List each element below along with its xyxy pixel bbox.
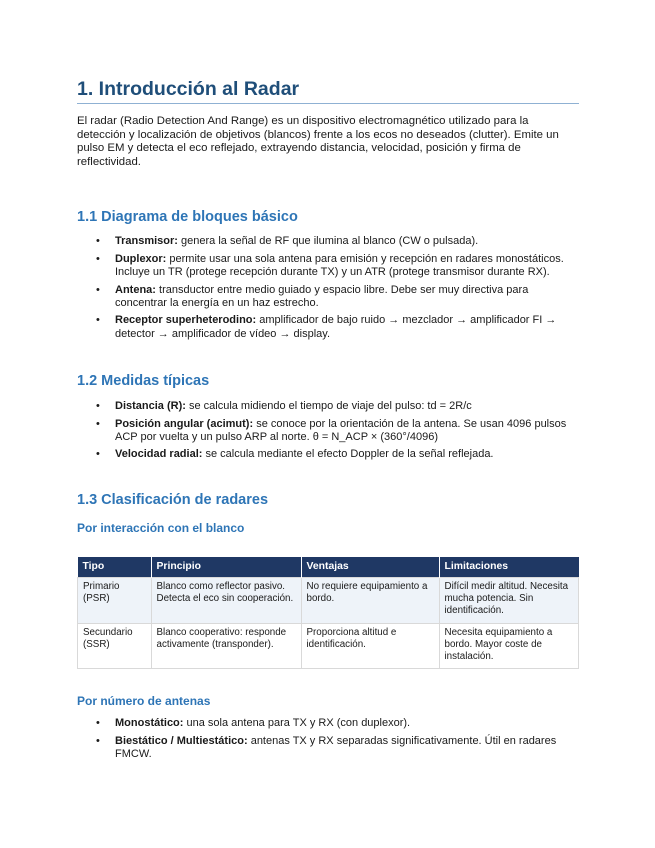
table-header-cell: Tipo bbox=[78, 557, 152, 578]
list-item-term: Posición angular (acimut): bbox=[115, 417, 254, 430]
list-item-term: Transmisor: bbox=[115, 235, 178, 248]
subsection-heading-interaction: Por interacción con el blanco bbox=[77, 520, 245, 535]
list-item-text: se calcula mediante el efecto Doppler de la señal reflejada. bbox=[202, 448, 494, 461]
section-heading-1-2: 1.2 Medidas típicas bbox=[77, 373, 210, 390]
table-header-cell: Principio bbox=[151, 557, 301, 578]
list-item-text: antenas TX y RX separadas significativamente. Útil en radares FMCW. bbox=[115, 734, 557, 761]
table-row bbox=[78, 578, 579, 624]
measurements-list bbox=[77, 400, 579, 462]
table-row bbox=[78, 623, 579, 669]
radar-classification-table bbox=[77, 557, 579, 669]
list-item-text: transductor entre medio guiado y espacio libre. Debe ser muy directiva para concentrar la energía en un haz estrecho. bbox=[115, 283, 529, 309]
section-heading-1-3: 1.3 Clasificación de radares bbox=[77, 491, 269, 508]
list-item-text: se conoce por la orientación de la antena. Se usan 4096 pulsos ACP por vuelta y un pulso ARP al norte. θ = N_ACP × (360°/4096) bbox=[115, 417, 567, 444]
list-item bbox=[77, 400, 579, 413]
list-item bbox=[77, 314, 579, 341]
list-item-term: Monostático: bbox=[115, 717, 184, 730]
list-item-text: amplificador de bajo ruido → mezclador → amplificador FI → detector → amplificador de vídeo → display. bbox=[115, 314, 557, 340]
intro-paragraph: El radar (Radio Detection And Range) es un dispositivo electromagnético utilizado para la detección y localización de objetivos (blancos) frente a los ecos no deseados (clutter). Emite un pulso EM y detecta el eco reflejado, extrayendo distancia, velocidad, posición y firma de reflectividad. bbox=[77, 115, 559, 168]
table-cell: Primario (PSR) bbox=[78, 578, 152, 624]
subsection-heading-antennas: Por número de antenas bbox=[77, 694, 211, 709]
table-cell: Necesita equipamiento a bordo. Mayor coste de instalación. bbox=[439, 623, 579, 669]
table-cell: Secundario (SSR) bbox=[78, 623, 152, 669]
list-item-text: una sola antena para TX y RX (con duplexor). bbox=[183, 717, 411, 730]
list-item-term: Duplexor: bbox=[115, 252, 167, 265]
table-header-cell: Limitaciones bbox=[439, 557, 579, 578]
table-cell: Proporciona altitud e identificación. bbox=[301, 623, 439, 669]
list-item bbox=[77, 284, 579, 311]
list-item-term: Velocidad radial: bbox=[115, 448, 203, 461]
list-item-text: genera la señal de RF que ilumina al blanco (CW o pulsada). bbox=[177, 235, 479, 248]
table-cell: Blanco como reflector pasivo. Detecta el eco sin cooperación. bbox=[151, 578, 301, 624]
list-item-term: Receptor superheterodino: bbox=[115, 314, 257, 327]
list-item-term: Distancia (R): bbox=[115, 400, 186, 413]
list-item bbox=[77, 717, 579, 730]
list-item-term: Antena: bbox=[115, 283, 156, 296]
block-diagram-list bbox=[77, 235, 579, 341]
table-cell: Difícil medir altitud. Necesita mucha potencia. Sin identificación. bbox=[439, 578, 579, 624]
list-item-term: Biestático / Multiestático: bbox=[115, 734, 248, 747]
table-header-cell: Ventajas bbox=[301, 557, 439, 578]
antenna-count-list bbox=[77, 717, 579, 761]
list-item bbox=[77, 418, 579, 445]
list-item bbox=[77, 235, 579, 248]
list-item-text: se calcula midiendo el tiempo de viaje del pulso: td = 2R/c bbox=[185, 400, 472, 413]
table-header-row bbox=[78, 557, 579, 578]
list-item bbox=[77, 735, 579, 762]
page-title: 1. Introducción al Radar bbox=[77, 78, 579, 104]
table-cell: Blanco cooperativo: responde activamente (transponder). bbox=[151, 623, 301, 669]
list-item-text: permite usar una sola antena para emisión y recepción en radares monostáticos. Incluye un TR (protege recepción durante TX) y un ATR (protege transmisor durante RX). bbox=[115, 252, 564, 279]
list-item bbox=[77, 253, 579, 280]
section-heading-1-1: 1.1 Diagrama de bloques básico bbox=[77, 209, 298, 226]
list-item bbox=[77, 448, 579, 461]
table-cell: No requiere equipamiento a bordo. bbox=[301, 578, 439, 624]
